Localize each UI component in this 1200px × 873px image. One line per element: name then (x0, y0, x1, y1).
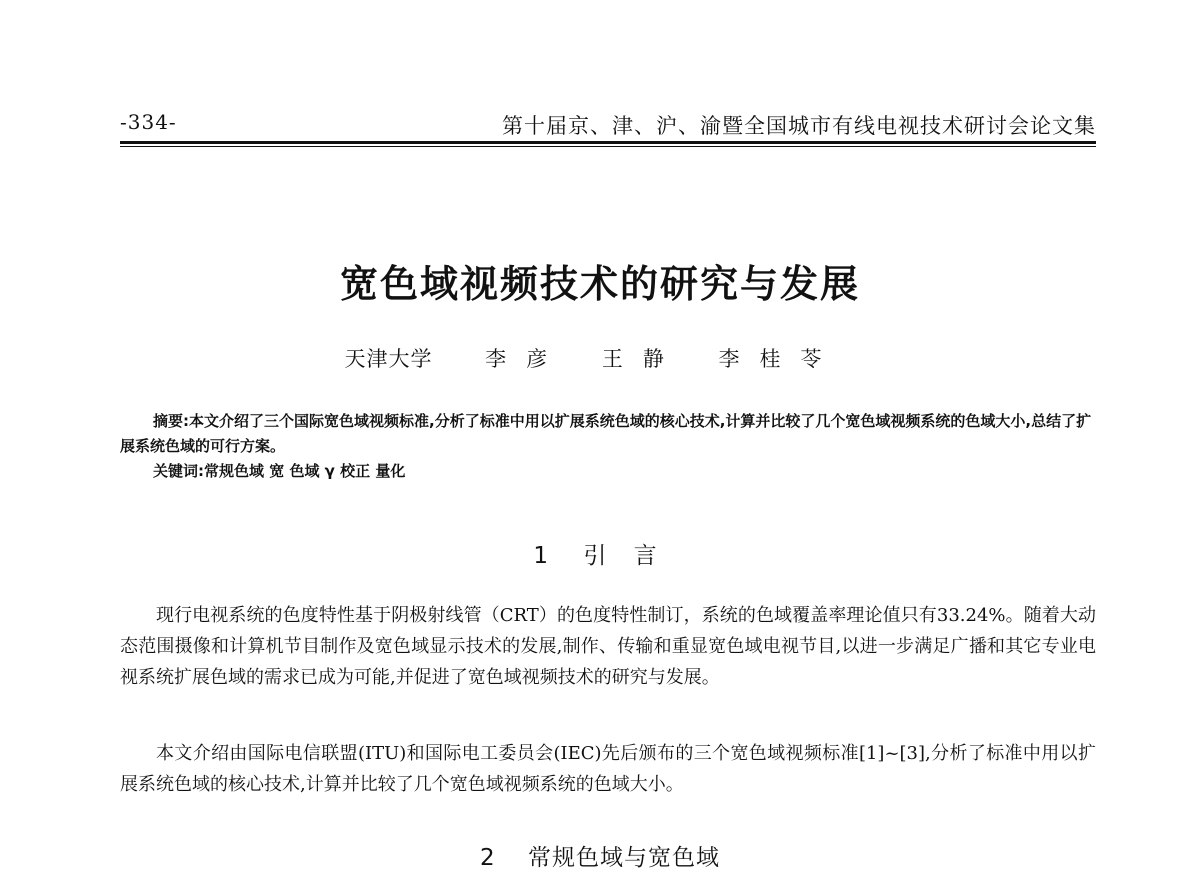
paragraph-text: 现行电视系统的色度特性基于阴极射线管（CRT）的色度特性制订，系统的色域覆盖率理论值只有33.24%。随着大动态范围摄像和计算机节目制作及宽色域显示技术的发展,制作、传输和重显宽色域电视节目,以进一步满足广播和其它专业电视系统扩展色域的需求已成为可能,并促进了宽色域视频技术的研究与发展。 (120, 605, 1096, 688)
header-rule-thin (120, 146, 1096, 147)
section-number: 1 (533, 543, 558, 569)
author-name: 王静 (601, 347, 684, 371)
section-title: 引 言 (583, 543, 667, 569)
affiliation: 天津大学 (344, 347, 433, 371)
paragraph-text: 本文介绍由国际电信联盟(ITU)和国际电工委员会(IEC)先后颁布的三个宽色域视频标准[1]~[3],分析了标准中用以扩展系统色域的核心技术,计算并比较了几个宽色域视频系统的色域大小。 (120, 743, 1096, 795)
keywords: 关键词:常规色域 宽 色域 γ 校正 量化 (153, 462, 406, 480)
page-header (120, 110, 1096, 142)
header-rule (120, 141, 1096, 144)
abstract-block (120, 409, 1096, 484)
author-name: 李桂苓 (718, 347, 842, 371)
page-number: -334- (120, 110, 177, 134)
running-title: 第十届京、津、沪、渝暨全国城市有线电视技术研讨会论文集 (502, 114, 1096, 138)
abstract-text: 摘要:本文介绍了三个国际宽色域视频标准,分析了标准中用以扩展系统色域的核心技术,计算并比较了几个宽色域视频系统的色域大小,总结了扩展系统色域的可行方案。 (120, 412, 1092, 455)
section-heading (0, 839, 1200, 872)
section-title: 常规色域与宽色域 (527, 845, 720, 871)
section-heading (0, 537, 1200, 570)
author-line (0, 343, 1200, 373)
paper-title: 宽色域视频技术的研究与发展 (339, 262, 860, 306)
body-paragraph (120, 738, 1096, 800)
author-name: 李彦 (485, 347, 568, 371)
body-paragraph (120, 600, 1096, 693)
section-number: 2 (480, 845, 496, 871)
